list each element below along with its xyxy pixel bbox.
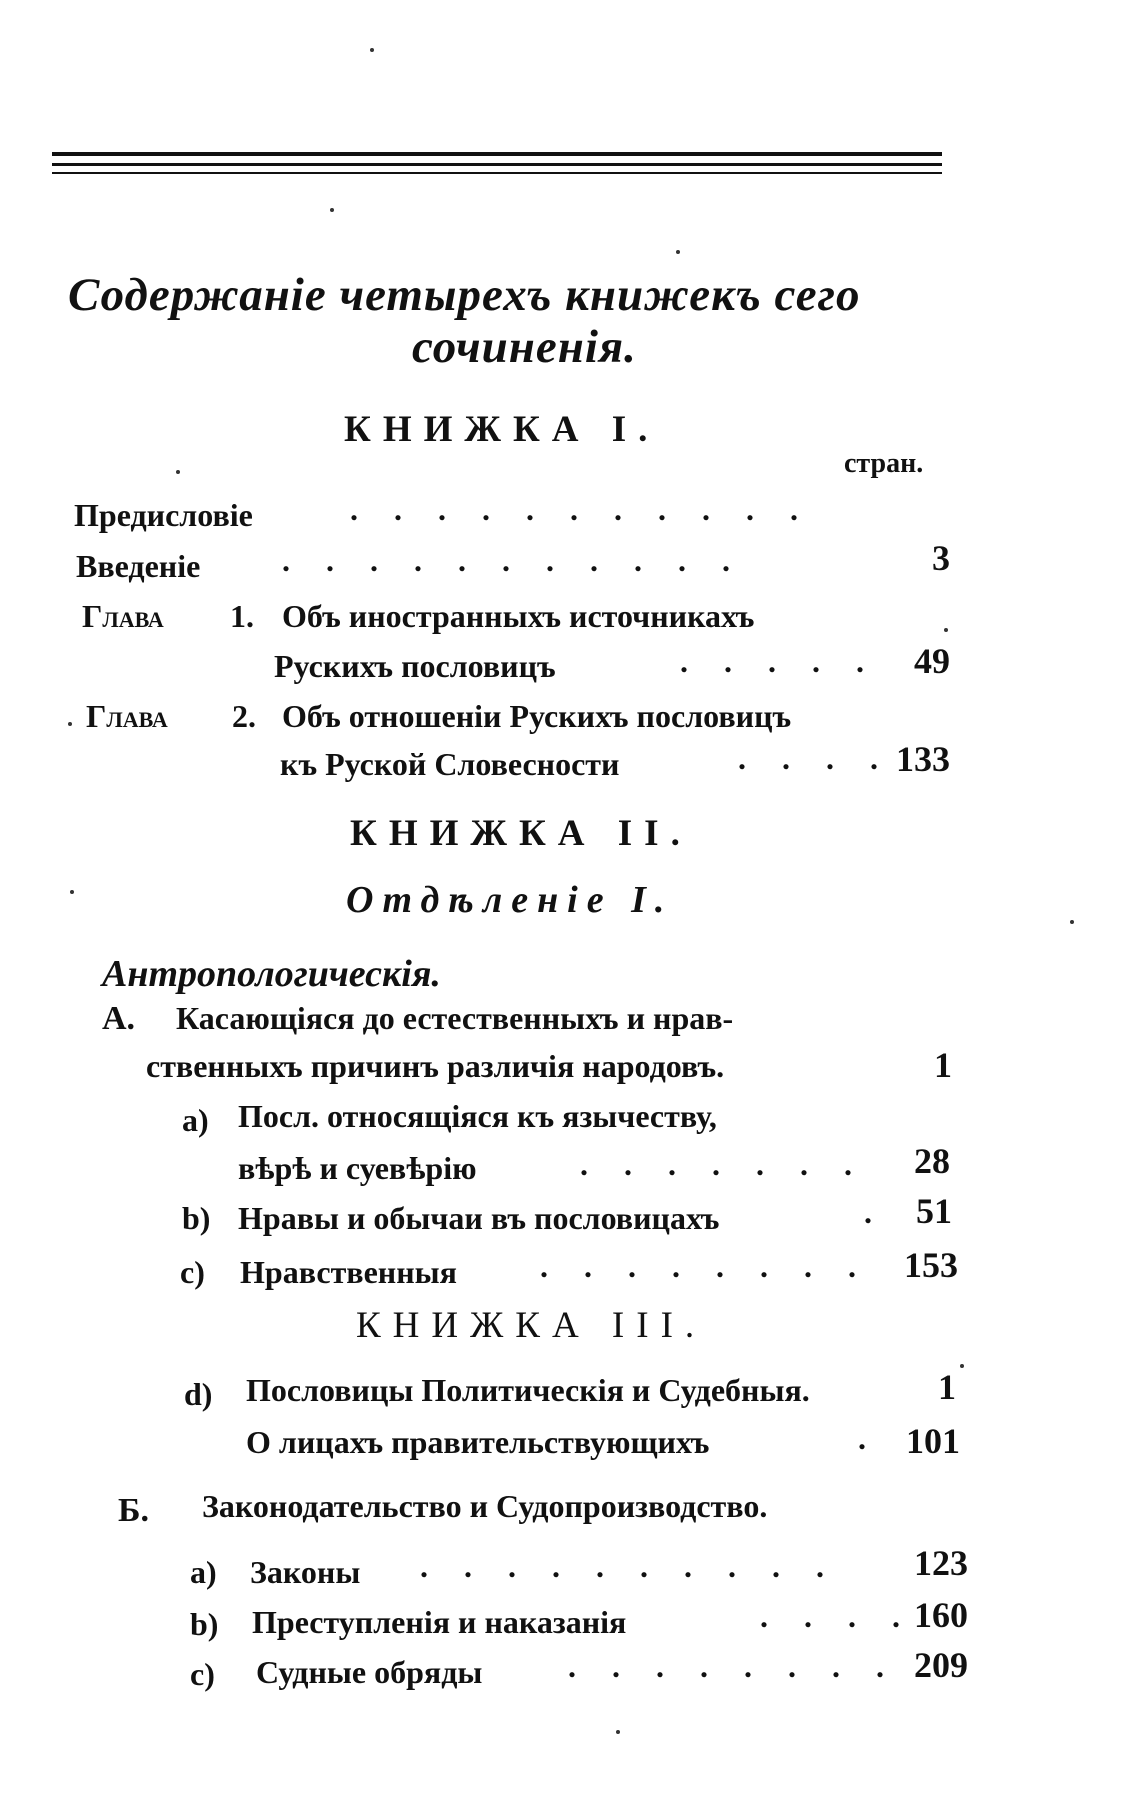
toc-II-a-line1: Посл. относящіяся къ язычеству, [238,1098,717,1134]
scan-speck [330,208,334,212]
toc-A-page: 1 [934,1045,952,1085]
toc-III-c-mark: c) [190,1656,215,1692]
toc-preface: Предисловіе [74,497,253,533]
toc-preface-dots: . . . . . . . . . . . [350,491,812,527]
toc-III-b-mark: b) [190,1606,219,1642]
toc-III-c-line1: Судные обряды [256,1654,483,1690]
toc-III-d-mark: d) [184,1376,213,1412]
top-rule-thick [52,152,942,156]
toc-III-b-dots: . . . . [760,1598,914,1634]
toc-II-a-page: 28 [914,1141,950,1181]
top-rule-thin [52,163,942,166]
toc-chapter1-page: 49 [914,641,950,681]
toc-chapter1-dots: . . . . . [680,643,878,679]
toc-III-a-dots: . . . . . . . . . . [420,1548,838,1584]
toc-chapter2-dots: . . . . [738,740,892,776]
toc-chapter2-num: 2. [232,698,256,734]
toc-III-a-page: 123 [914,1543,968,1583]
toc-III-d-sub-dots: . [858,1420,880,1456]
toc-III-d-sub-line1: О лицахъ правительствующихъ [246,1424,710,1460]
toc-II-a-line2: вѣрѣ и суевѣрію [238,1150,477,1186]
book3-heading: КНИЖКА III. [356,1305,707,1346]
toc-chapter1-line1: Объ иностранныхъ источникахъ [282,598,755,634]
book2-heading: КНИЖКА II. [350,813,692,854]
scan-speck [676,250,680,254]
toc-II-c-page: 153 [904,1245,958,1285]
toc-chapter2-label: Глава [86,698,168,734]
toc-III-c-page: 209 [914,1645,968,1685]
toc-A-letter: А. [102,1000,136,1037]
toc-III-a-line1: Законы [250,1554,361,1590]
book2-section: Отдѣленіе I. [346,879,674,921]
scan-speck [616,1730,620,1734]
top-rule-third [52,172,942,174]
toc-II-b-dots: . [864,1194,886,1230]
toc-III-d-line1: Пословицы Политическія и Судебныя. [246,1372,810,1408]
scan-speck [370,48,374,52]
toc-II-c-line1: Нравственныя [240,1254,457,1290]
toc-chapter1-label: Глава [82,598,164,634]
toc-chapter2-line1: Объ отношеніи Рускихъ пословицъ [282,698,792,734]
scan-speck [944,628,948,632]
toc-B-letter: Б. [118,1492,149,1529]
toc-introduction-page: 3 [932,538,950,578]
scan-speck [960,1364,964,1368]
scan-speck [70,890,74,894]
page-column-label: стран. [844,448,924,479]
toc-A-line1: Касающіяся до естественныхъ и нрав- [176,1000,734,1036]
toc-II-b-mark: b) [182,1200,211,1236]
toc-II-a-mark: a) [182,1102,209,1138]
toc-chapter2-page: 133 [896,739,950,779]
toc-II-c-dots: . . . . . . . . [540,1248,870,1284]
book2-subsection: Антропологическія. [102,953,441,995]
scan-speck [176,470,180,474]
page-title-line2: сочиненія. [412,321,637,373]
toc-III-c-dots: . . . . . . . . [568,1648,898,1684]
toc-chapter2-line2: къ Руской Словесности [280,746,620,782]
scan-speck [1070,920,1074,924]
toc-II-a-dots: . . . . . . . [580,1146,866,1182]
toc-chapter1-line2: Рускихъ пословицъ [274,648,556,684]
toc-II-b-line1: Нравы и обычаи въ пословицахъ [238,1200,720,1236]
toc-B-line1: Законодательство и Судопроизводство. [202,1488,768,1524]
scan-speck [68,722,72,726]
toc-III-d-sub-page: 101 [906,1421,960,1461]
toc-chapter1-num: 1. [230,598,254,634]
toc-A-line2: ственныхъ причинъ различія народовъ. [146,1048,725,1084]
toc-introduction-dots: . . . . . . . . . . . [282,542,744,578]
toc-III-b-page: 160 [914,1595,968,1635]
toc-introduction: Введеніе [76,548,201,584]
toc-III-b-line1: Преступленія и наказанія [252,1604,627,1640]
toc-II-b-page: 51 [916,1191,952,1231]
toc-III-a-mark: a) [190,1554,217,1590]
page-title-line1: Содержаніе четырехъ книжекъ сего [68,269,861,321]
book1-heading: КНИЖКА I. [344,409,660,450]
toc-III-d-page: 1 [938,1367,956,1407]
toc-II-c-mark: c) [180,1254,205,1290]
